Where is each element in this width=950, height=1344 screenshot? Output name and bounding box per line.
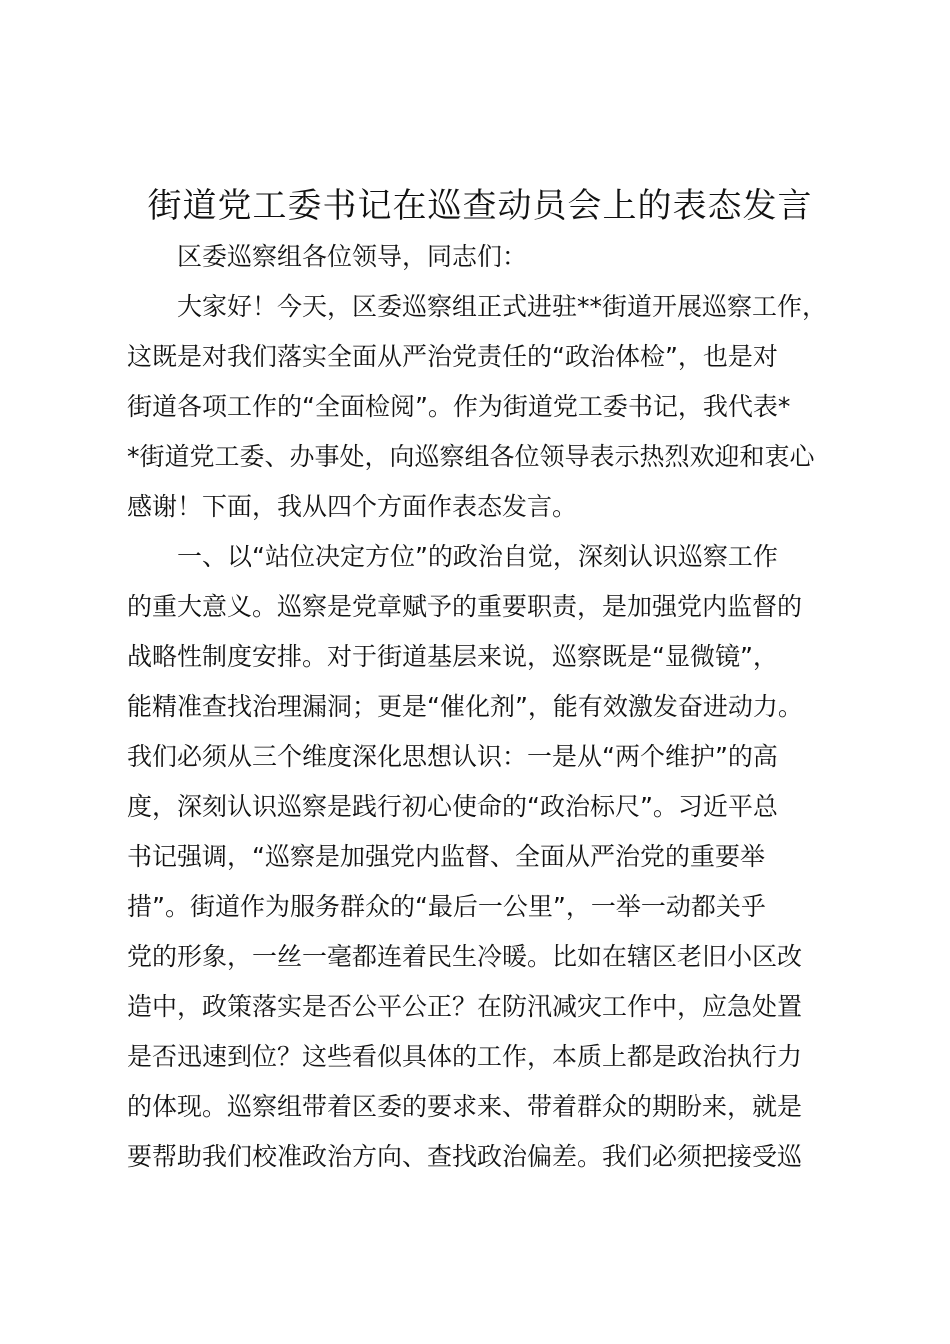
paragraph-2-line: 要帮助我们校准政治方向、查找政治偏差。我们必须把接受巡 xyxy=(127,1142,803,1171)
paragraph-2-line: 能精准查找治理漏洞；更是“催化剂”，能有效激发奋进动力。 xyxy=(127,692,803,721)
paragraph-2-line: 的体现。巡察组带着区委的要求来、带着群众的期盼来，就是 xyxy=(127,1092,803,1121)
paragraph-2-line: 党的形象，一丝一毫都连着民生冷暖。比如在辖区老旧小区改 xyxy=(127,942,803,971)
paragraph-2-line: 措”。街道作为服务群众的“最后一公里”，一举一动都关乎 xyxy=(127,892,766,921)
paragraph-1-line: 感谢！下面，我从四个方面作表态发言。 xyxy=(127,492,578,521)
paragraph-2-line: 度，深刻认识巡察是践行初心使命的“政治标尺”。习近平总 xyxy=(127,792,778,821)
paragraph-1-line: 街道各项工作的“全面检阅”。作为街道党工委书记，我代表* xyxy=(127,392,791,421)
paragraph-2-line: 书记强调，“巡察是加强党内监督、全面从严治党的重要举 xyxy=(127,842,765,871)
salutation: 区委巡察组各位领导，同志们： xyxy=(177,242,528,271)
paragraph-2-line: 造中，政策落实是否公平公正？在防汛减灾工作中，应急处置 xyxy=(127,992,803,1021)
paragraph-2-line: 一、以“站位决定方位”的政治自觉，深刻认识巡察工作 xyxy=(177,542,778,571)
paragraph-2-line: 的重大意义。巡察是党章赋予的重要职责，是加强党内监督的 xyxy=(127,592,803,621)
paragraph-1-line: 这既是对我们落实全面从严治党责任的“政治体检”，也是对 xyxy=(127,342,778,371)
paragraph-2-line: 战略性制度安排。对于街道基层来说，巡察既是“显微镜”， xyxy=(127,642,778,671)
paragraph-1-line: *街道党工委、办事处，向巡察组各位领导表示热烈欢迎和衷心 xyxy=(127,442,815,471)
paragraph-2-line: 我们必须从三个维度深化思想认识：一是从“两个维护”的高 xyxy=(127,742,778,771)
paragraph-1-line: 大家好！今天，区委巡察组正式进驻**街道开展巡察工作， xyxy=(177,292,828,321)
document-title: 街道党工委书记在巡查动员会上的表态发言 xyxy=(147,186,813,226)
document-body xyxy=(127,232,857,1182)
paragraph-2-line: 是否迅速到位？这些看似具体的工作，本质上都是政治执行力 xyxy=(127,1042,803,1071)
